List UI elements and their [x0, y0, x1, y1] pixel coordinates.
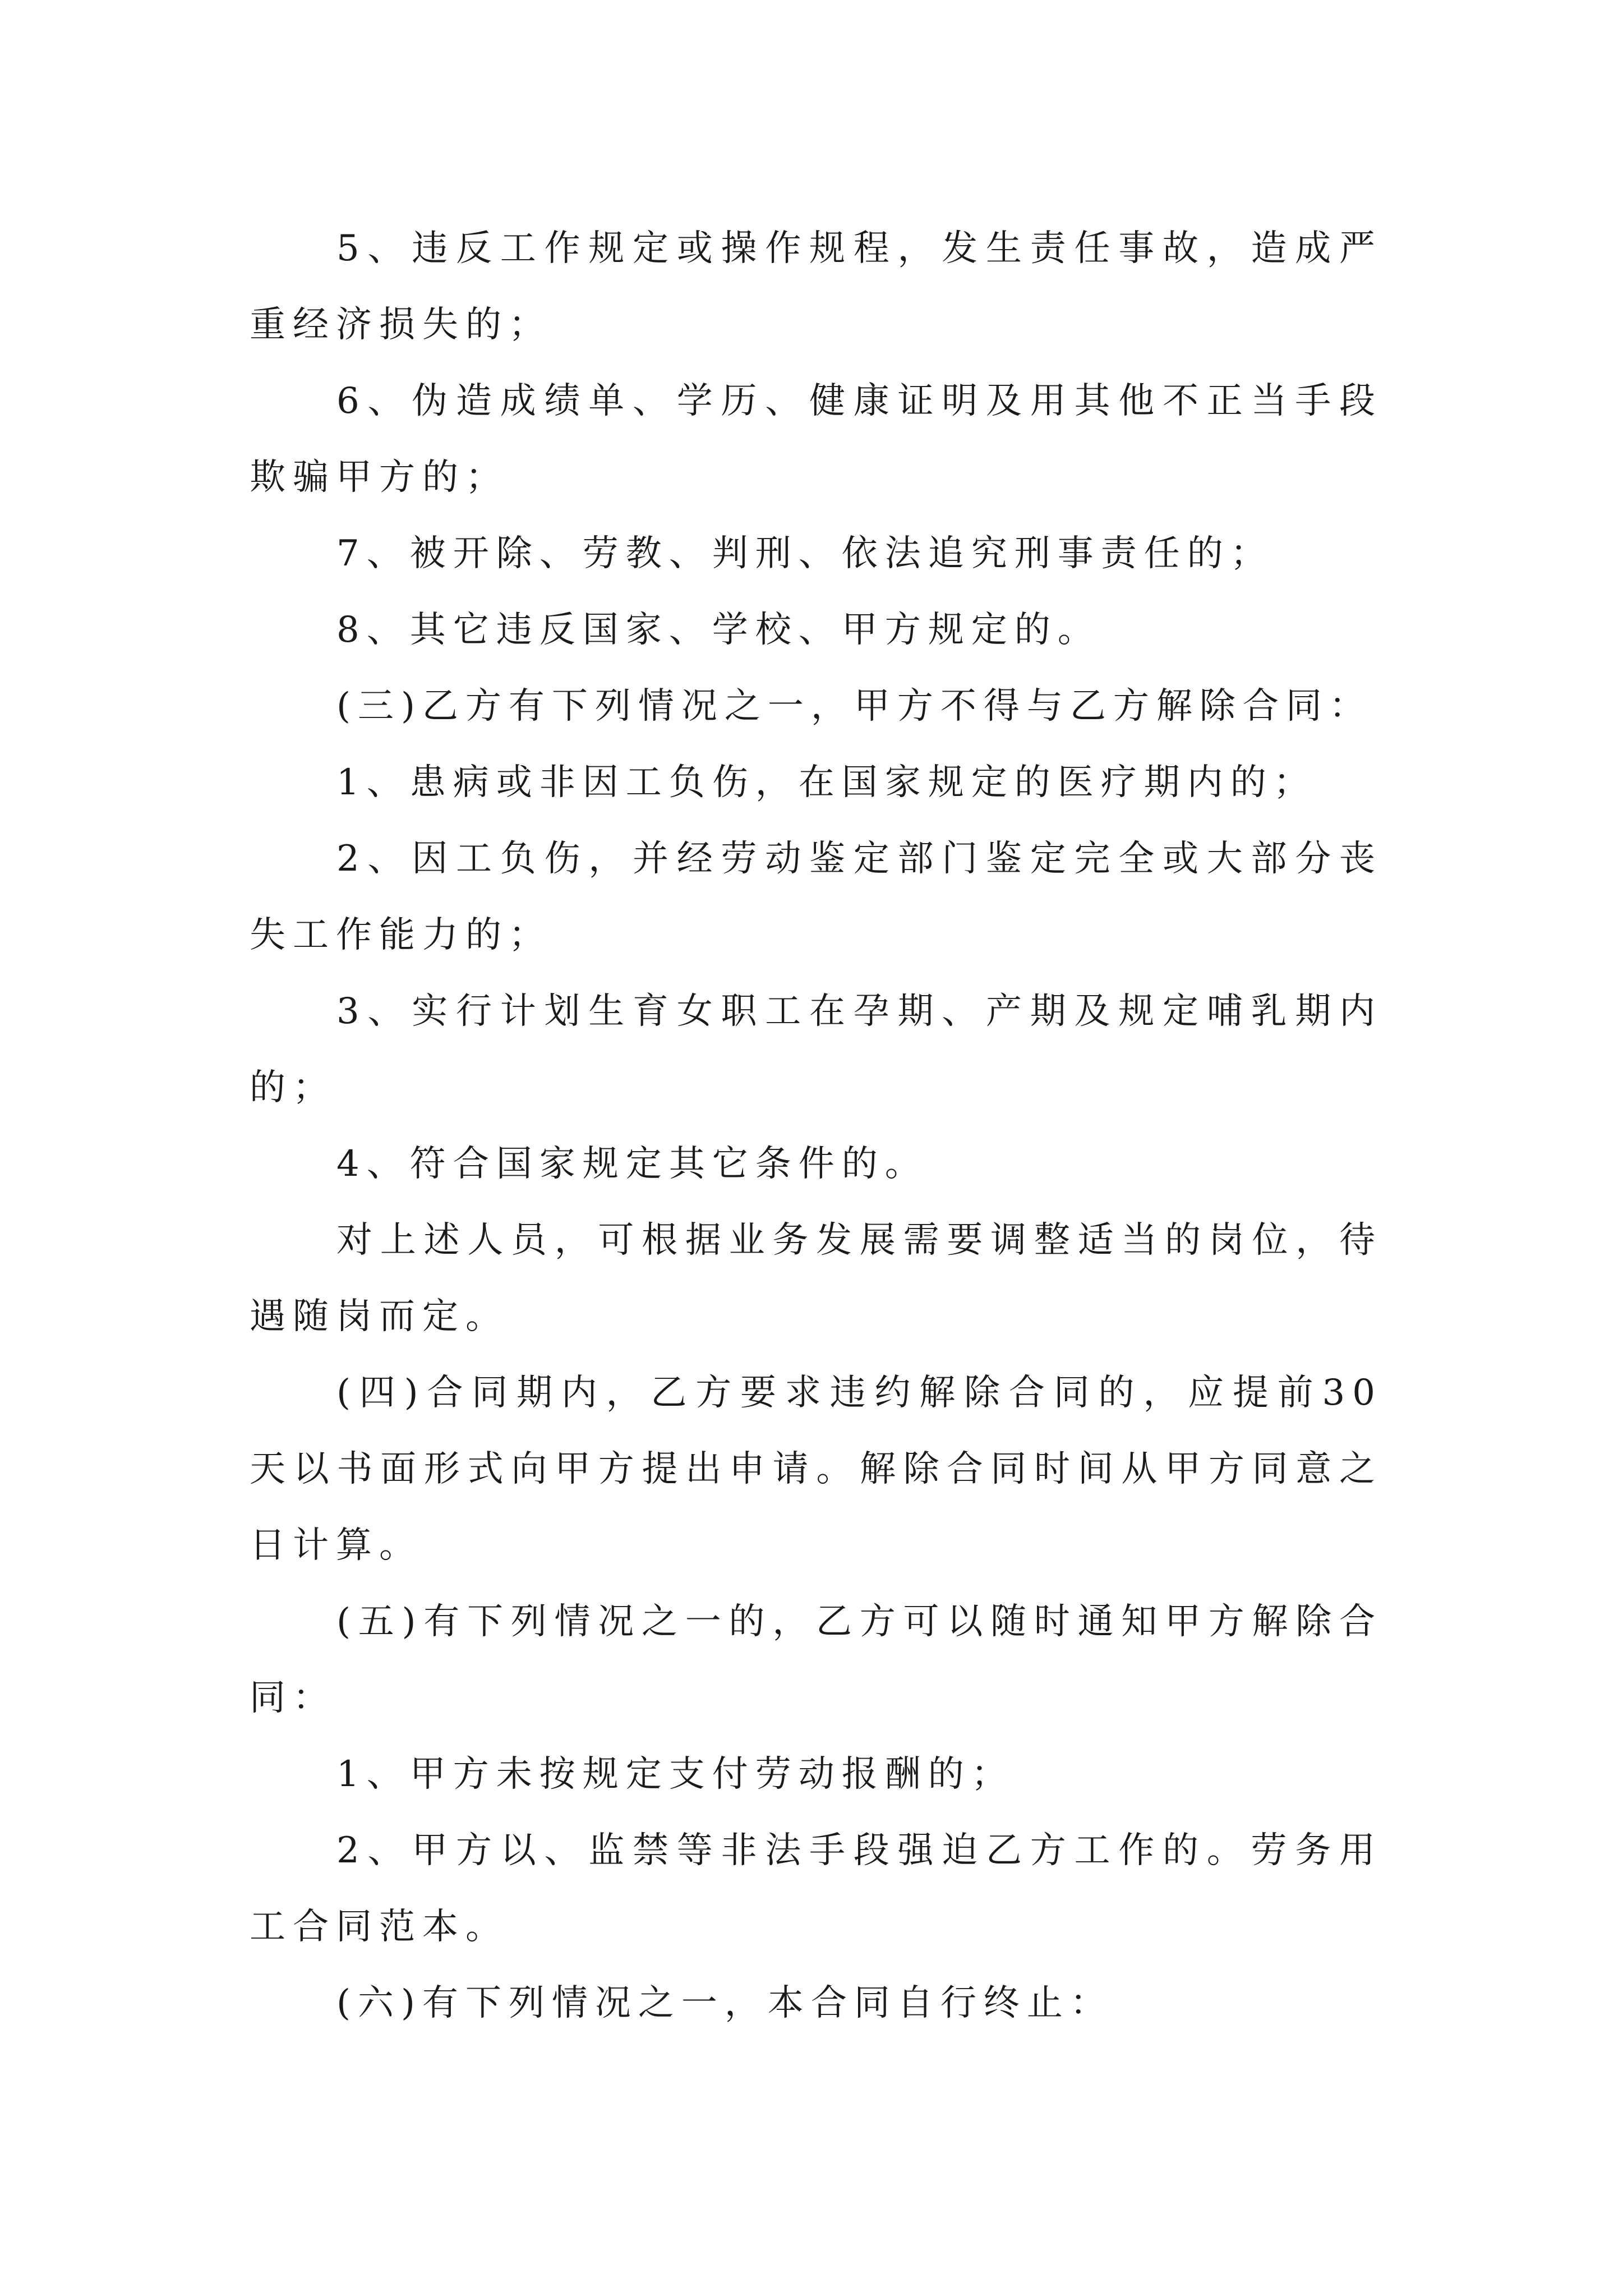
paragraph-note: 对上述人员，可根据业务发展需要调整适当的岗位，待遇随岗而定。: [250, 1220, 1382, 1337]
document-body: [250, 210, 1382, 2041]
paragraph-item-1b: 1、甲方未按规定支付劳动报酬的；: [336, 1754, 1015, 1795]
section-heading-5: (五)有下列情况之一的，乙方可以随时通知甲方解除合同：: [250, 1601, 1382, 1719]
paragraph-item-5: 5、违反工作规定或操作规程，发生责任事故，造成严重经济损失的；: [250, 228, 1382, 346]
paragraph-item-2b: 2、甲方以、监禁等非法手段强迫乙方工作的。劳务用工合同范本。: [250, 1830, 1382, 1948]
section-heading-6: (六)有下列情况之一，本合同自行终止：: [336, 1982, 1113, 2024]
paragraph-item-7: 7、被开除、劳教、判刑、依法追究刑事责任的；: [336, 533, 1274, 574]
paragraph-item-8: 8、其它违反国家、学校、甲方规定的。: [336, 609, 1101, 651]
section-heading-3: (三)乙方有下列情况之一，甲方不得与乙方解除合同：: [336, 685, 1372, 727]
paragraph-item-6: 6、伪造成绩单、学历、健康证明及用其他不正当手段欺骗甲方的；: [250, 380, 1382, 498]
paragraph-item-2: 2、因工负伤，并经劳动鉴定部门鉴定完全或大部分丧失工作能力的；: [250, 838, 1382, 956]
paragraph-item-1: 1、患病或非因工负伤，在国家规定的医疗期内的；: [336, 762, 1317, 803]
section-heading-4: (四)合同期内，乙方要求违约解除合同的，应提前30天以书面形式向甲方提出申请。解除合同时间从甲方同意之日计算。: [250, 1372, 1382, 1566]
paragraph-item-4: 4、符合国家规定其它条件的。: [336, 1143, 928, 1185]
paragraph-item-3: 3、实行计划生育女职工在孕期、产期及规定哺乳期内的；: [250, 991, 1382, 1108]
